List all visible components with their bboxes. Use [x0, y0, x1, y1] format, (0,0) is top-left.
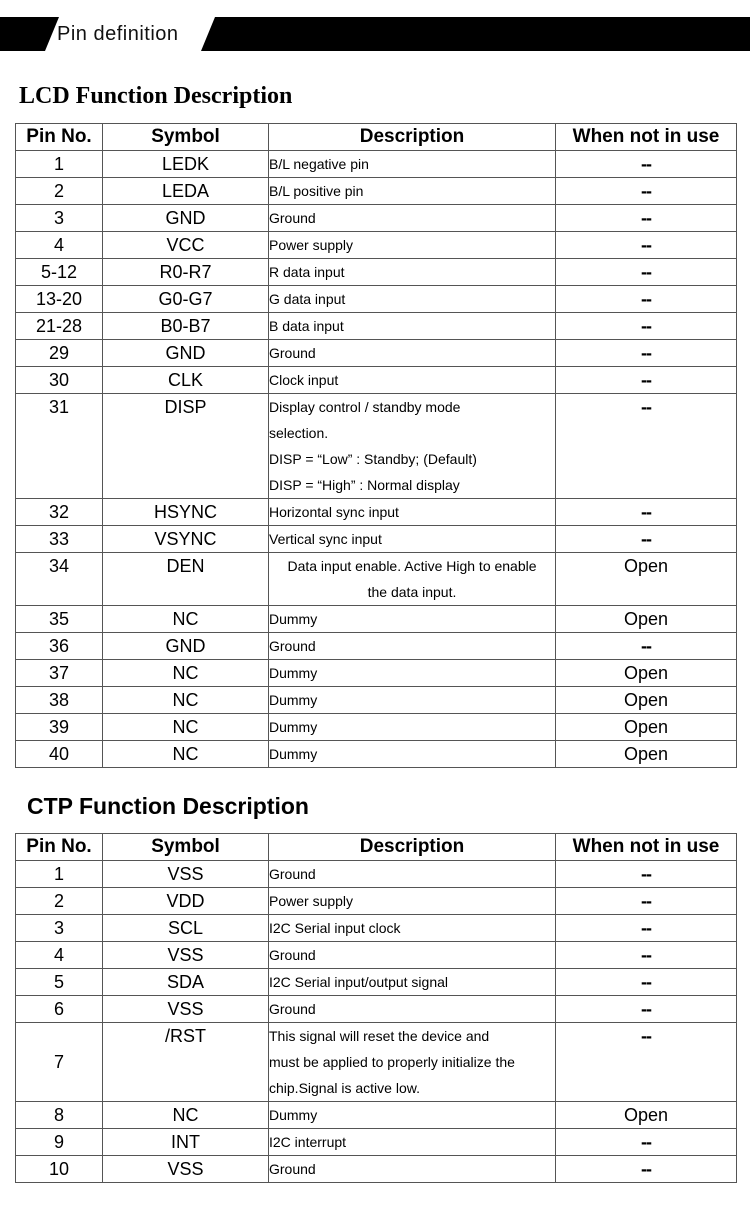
banner-title: Pin definition	[57, 23, 179, 45]
when-not-in-use-cell: Open	[556, 714, 737, 741]
when-not-in-use-cell: --	[556, 969, 737, 996]
description-line: Dummy	[269, 746, 318, 762]
when-not-in-use-cell: Open	[556, 687, 737, 714]
table-row	[16, 714, 737, 741]
table-row	[16, 1102, 737, 1129]
when-not-in-use-cell: --	[556, 367, 737, 394]
description-cell	[269, 942, 556, 969]
description-line: Vertical sync input	[269, 531, 382, 547]
header-symbol: Symbol	[103, 834, 269, 861]
symbol-cell: VSS	[103, 1156, 269, 1183]
description-line: I2C Serial input/output signal	[269, 974, 448, 990]
pin-number-cell: 4	[16, 942, 103, 969]
description-line: Ground	[269, 345, 316, 361]
when-not-in-use-cell: --	[556, 340, 737, 367]
pin-number-cell: 7	[16, 1023, 103, 1102]
when-not-in-use-cell: --	[556, 861, 737, 888]
when-not-in-use-cell: --	[556, 526, 737, 553]
description-cell	[269, 606, 556, 633]
table-row	[16, 888, 737, 915]
description-line: Ground	[269, 1161, 316, 1177]
header-when-not-in-use: When not in use	[556, 124, 737, 151]
description-cell	[269, 178, 556, 205]
header-description: Description	[269, 834, 556, 861]
symbol-cell: NC	[103, 606, 269, 633]
ctp-table-body	[16, 861, 737, 1183]
table-row	[16, 942, 737, 969]
description-cell	[269, 340, 556, 367]
description-cell	[269, 394, 556, 499]
description-line: the data input.	[367, 584, 457, 600]
pin-number-cell: 21-28	[16, 313, 103, 340]
header-description: Description	[269, 124, 556, 151]
table-row	[16, 969, 737, 996]
when-not-in-use-cell: --	[556, 151, 737, 178]
pin-number-cell: 34	[16, 553, 103, 606]
description-line: Dummy	[269, 1107, 318, 1123]
symbol-cell: DEN	[103, 553, 269, 606]
when-not-in-use-cell: --	[556, 178, 737, 205]
symbol-cell: VSS	[103, 942, 269, 969]
header-symbol: Symbol	[103, 124, 269, 151]
table-row	[16, 553, 737, 606]
description-cell	[269, 1156, 556, 1183]
description-line: Power supply	[269, 237, 354, 253]
pin-number-cell: 5	[16, 969, 103, 996]
description-cell	[269, 151, 556, 178]
header-pin-no: Pin No.	[16, 834, 103, 861]
table-row	[16, 313, 737, 340]
description-line: Ground	[269, 947, 316, 963]
description-cell	[269, 499, 556, 526]
pin-number-cell: 39	[16, 714, 103, 741]
description-line: B data input	[269, 318, 344, 334]
table-header-row	[16, 124, 737, 151]
table-row	[16, 741, 737, 768]
description-cell	[269, 1023, 556, 1102]
symbol-cell: VCC	[103, 232, 269, 259]
when-not-in-use-cell: --	[556, 313, 737, 340]
description-line: Power supply	[269, 893, 354, 909]
pin-number-cell: 8	[16, 1102, 103, 1129]
description-line: R data input	[269, 264, 345, 280]
symbol-cell: VSS	[103, 861, 269, 888]
ctp-pin-table	[15, 833, 737, 1183]
table-row	[16, 606, 737, 633]
pin-number-cell: 38	[16, 687, 103, 714]
symbol-cell: LEDK	[103, 151, 269, 178]
description-line: I2C interrupt	[269, 1134, 347, 1150]
pin-number-cell: 13-20	[16, 286, 103, 313]
lcd-pin-table	[15, 123, 737, 768]
symbol-cell: NC	[103, 1102, 269, 1129]
pin-number-cell: 33	[16, 526, 103, 553]
description-line: B/L positive pin	[269, 183, 364, 199]
table-row	[16, 394, 737, 499]
symbol-cell: /RST	[103, 1023, 269, 1102]
symbol-cell: GND	[103, 340, 269, 367]
when-not-in-use-cell: --	[556, 205, 737, 232]
when-not-in-use-cell: Open	[556, 606, 737, 633]
description-line: Ground	[269, 1001, 316, 1017]
table-row	[16, 499, 737, 526]
pin-number-cell: 3	[16, 205, 103, 232]
table-row	[16, 633, 737, 660]
table-row	[16, 526, 737, 553]
when-not-in-use-cell: --	[556, 286, 737, 313]
description-line: chip.Signal is active low.	[269, 1080, 420, 1096]
description-line: Data input enable. Active High to enable	[287, 558, 537, 574]
pin-number-cell: 10	[16, 1156, 103, 1183]
pin-number-cell: 3	[16, 915, 103, 942]
description-cell	[269, 687, 556, 714]
when-not-in-use-cell: --	[556, 888, 737, 915]
description-line: DISP = “Low” : Standby; (Default)	[269, 451, 477, 467]
when-not-in-use-cell: --	[556, 1129, 737, 1156]
description-line: Dummy	[269, 692, 318, 708]
when-not-in-use-cell: --	[556, 996, 737, 1023]
description-line: must be applied to properly initialize the	[269, 1054, 515, 1070]
when-not-in-use-cell: --	[556, 1156, 737, 1183]
description-cell	[269, 313, 556, 340]
description-line: Dummy	[269, 665, 318, 681]
symbol-cell: SCL	[103, 915, 269, 942]
description-line: Ground	[269, 210, 316, 226]
table-header-row	[16, 834, 737, 861]
pin-number-cell: 2	[16, 888, 103, 915]
description-line: selection.	[269, 425, 329, 441]
lcd-table-body	[16, 151, 737, 768]
symbol-cell: HSYNC	[103, 499, 269, 526]
description-cell	[269, 1129, 556, 1156]
pin-number-cell: 29	[16, 340, 103, 367]
pin-number-cell: 31	[16, 394, 103, 499]
when-not-in-use-cell: --	[556, 915, 737, 942]
table-row	[16, 340, 737, 367]
description-cell	[269, 633, 556, 660]
when-not-in-use-cell: Open	[556, 660, 737, 687]
when-not-in-use-cell: --	[556, 259, 737, 286]
description-line: Clock input	[269, 372, 339, 388]
description-cell	[269, 861, 556, 888]
symbol-cell: SDA	[103, 969, 269, 996]
description-cell	[269, 286, 556, 313]
header-when-not-in-use: When not in use	[556, 834, 737, 861]
pin-number-cell: 35	[16, 606, 103, 633]
pin-number-cell: 5-12	[16, 259, 103, 286]
description-cell	[269, 232, 556, 259]
table-row	[16, 1129, 737, 1156]
header-pin-no: Pin No.	[16, 124, 103, 151]
table-row	[16, 1023, 737, 1102]
description-cell	[269, 367, 556, 394]
description-cell	[269, 888, 556, 915]
table-row	[16, 205, 737, 232]
description-cell	[269, 915, 556, 942]
symbol-cell: VSS	[103, 996, 269, 1023]
symbol-cell: VSYNC	[103, 526, 269, 553]
description-line: G data input	[269, 291, 346, 307]
when-not-in-use-cell: --	[556, 1023, 737, 1102]
symbol-cell: NC	[103, 741, 269, 768]
description-line: I2C Serial input clock	[269, 920, 401, 936]
pin-number-cell: 2	[16, 178, 103, 205]
symbol-cell: NC	[103, 660, 269, 687]
pin-number-cell: 40	[16, 741, 103, 768]
symbol-cell: NC	[103, 687, 269, 714]
description-cell	[269, 741, 556, 768]
description-line: This signal will reset the device and	[269, 1028, 490, 1044]
description-line: B/L negative pin	[269, 156, 369, 172]
description-cell	[269, 1102, 556, 1129]
table-row	[16, 232, 737, 259]
description-cell	[269, 526, 556, 553]
when-not-in-use-cell: --	[556, 942, 737, 969]
pin-number-cell: 1	[16, 151, 103, 178]
pin-number-cell: 6	[16, 996, 103, 1023]
pin-number-cell: 4	[16, 232, 103, 259]
symbol-cell: GND	[103, 205, 269, 232]
table-row	[16, 996, 737, 1023]
pin-number-cell: 32	[16, 499, 103, 526]
table-row	[16, 367, 737, 394]
table-row	[16, 259, 737, 286]
when-not-in-use-cell: --	[556, 394, 737, 499]
when-not-in-use-cell: Open	[556, 1102, 737, 1129]
description-line: Ground	[269, 866, 316, 882]
symbol-cell: B0-B7	[103, 313, 269, 340]
when-not-in-use-cell: Open	[556, 741, 737, 768]
description-cell	[269, 714, 556, 741]
table-row	[16, 151, 737, 178]
description-cell	[269, 660, 556, 687]
when-not-in-use-cell: --	[556, 633, 737, 660]
description-cell	[269, 259, 556, 286]
pin-number-cell: 9	[16, 1129, 103, 1156]
symbol-cell: DISP	[103, 394, 269, 499]
when-not-in-use-cell: --	[556, 499, 737, 526]
symbol-cell: CLK	[103, 367, 269, 394]
table-row	[16, 178, 737, 205]
ctp-section-title: CTP Function Description	[27, 793, 309, 819]
description-cell	[269, 205, 556, 232]
symbol-cell: R0-R7	[103, 259, 269, 286]
symbol-cell: VDD	[103, 888, 269, 915]
description-line: Dummy	[269, 719, 318, 735]
table-row	[16, 286, 737, 313]
pin-number-cell: 37	[16, 660, 103, 687]
pin-number-cell: 36	[16, 633, 103, 660]
pin-number-cell: 30	[16, 367, 103, 394]
pin-number-cell: 1	[16, 861, 103, 888]
description-line: Dummy	[269, 611, 318, 627]
description-line: DISP = “High” : Normal display	[269, 477, 460, 493]
table-row	[16, 687, 737, 714]
when-not-in-use-cell: --	[556, 232, 737, 259]
description-line: Ground	[269, 638, 316, 654]
description-cell	[269, 969, 556, 996]
table-row	[16, 660, 737, 687]
symbol-cell: INT	[103, 1129, 269, 1156]
table-row	[16, 1156, 737, 1183]
description-line: Display control / standby mode	[269, 399, 461, 415]
description-line: Horizontal sync input	[269, 504, 399, 520]
symbol-cell: LEDA	[103, 178, 269, 205]
symbol-cell: NC	[103, 714, 269, 741]
table-row	[16, 861, 737, 888]
lcd-section-title: LCD Function Description	[19, 83, 293, 109]
description-cell	[269, 553, 556, 606]
symbol-cell: GND	[103, 633, 269, 660]
table-row	[16, 915, 737, 942]
when-not-in-use-cell: Open	[556, 553, 737, 606]
description-cell	[269, 996, 556, 1023]
symbol-cell: G0-G7	[103, 286, 269, 313]
